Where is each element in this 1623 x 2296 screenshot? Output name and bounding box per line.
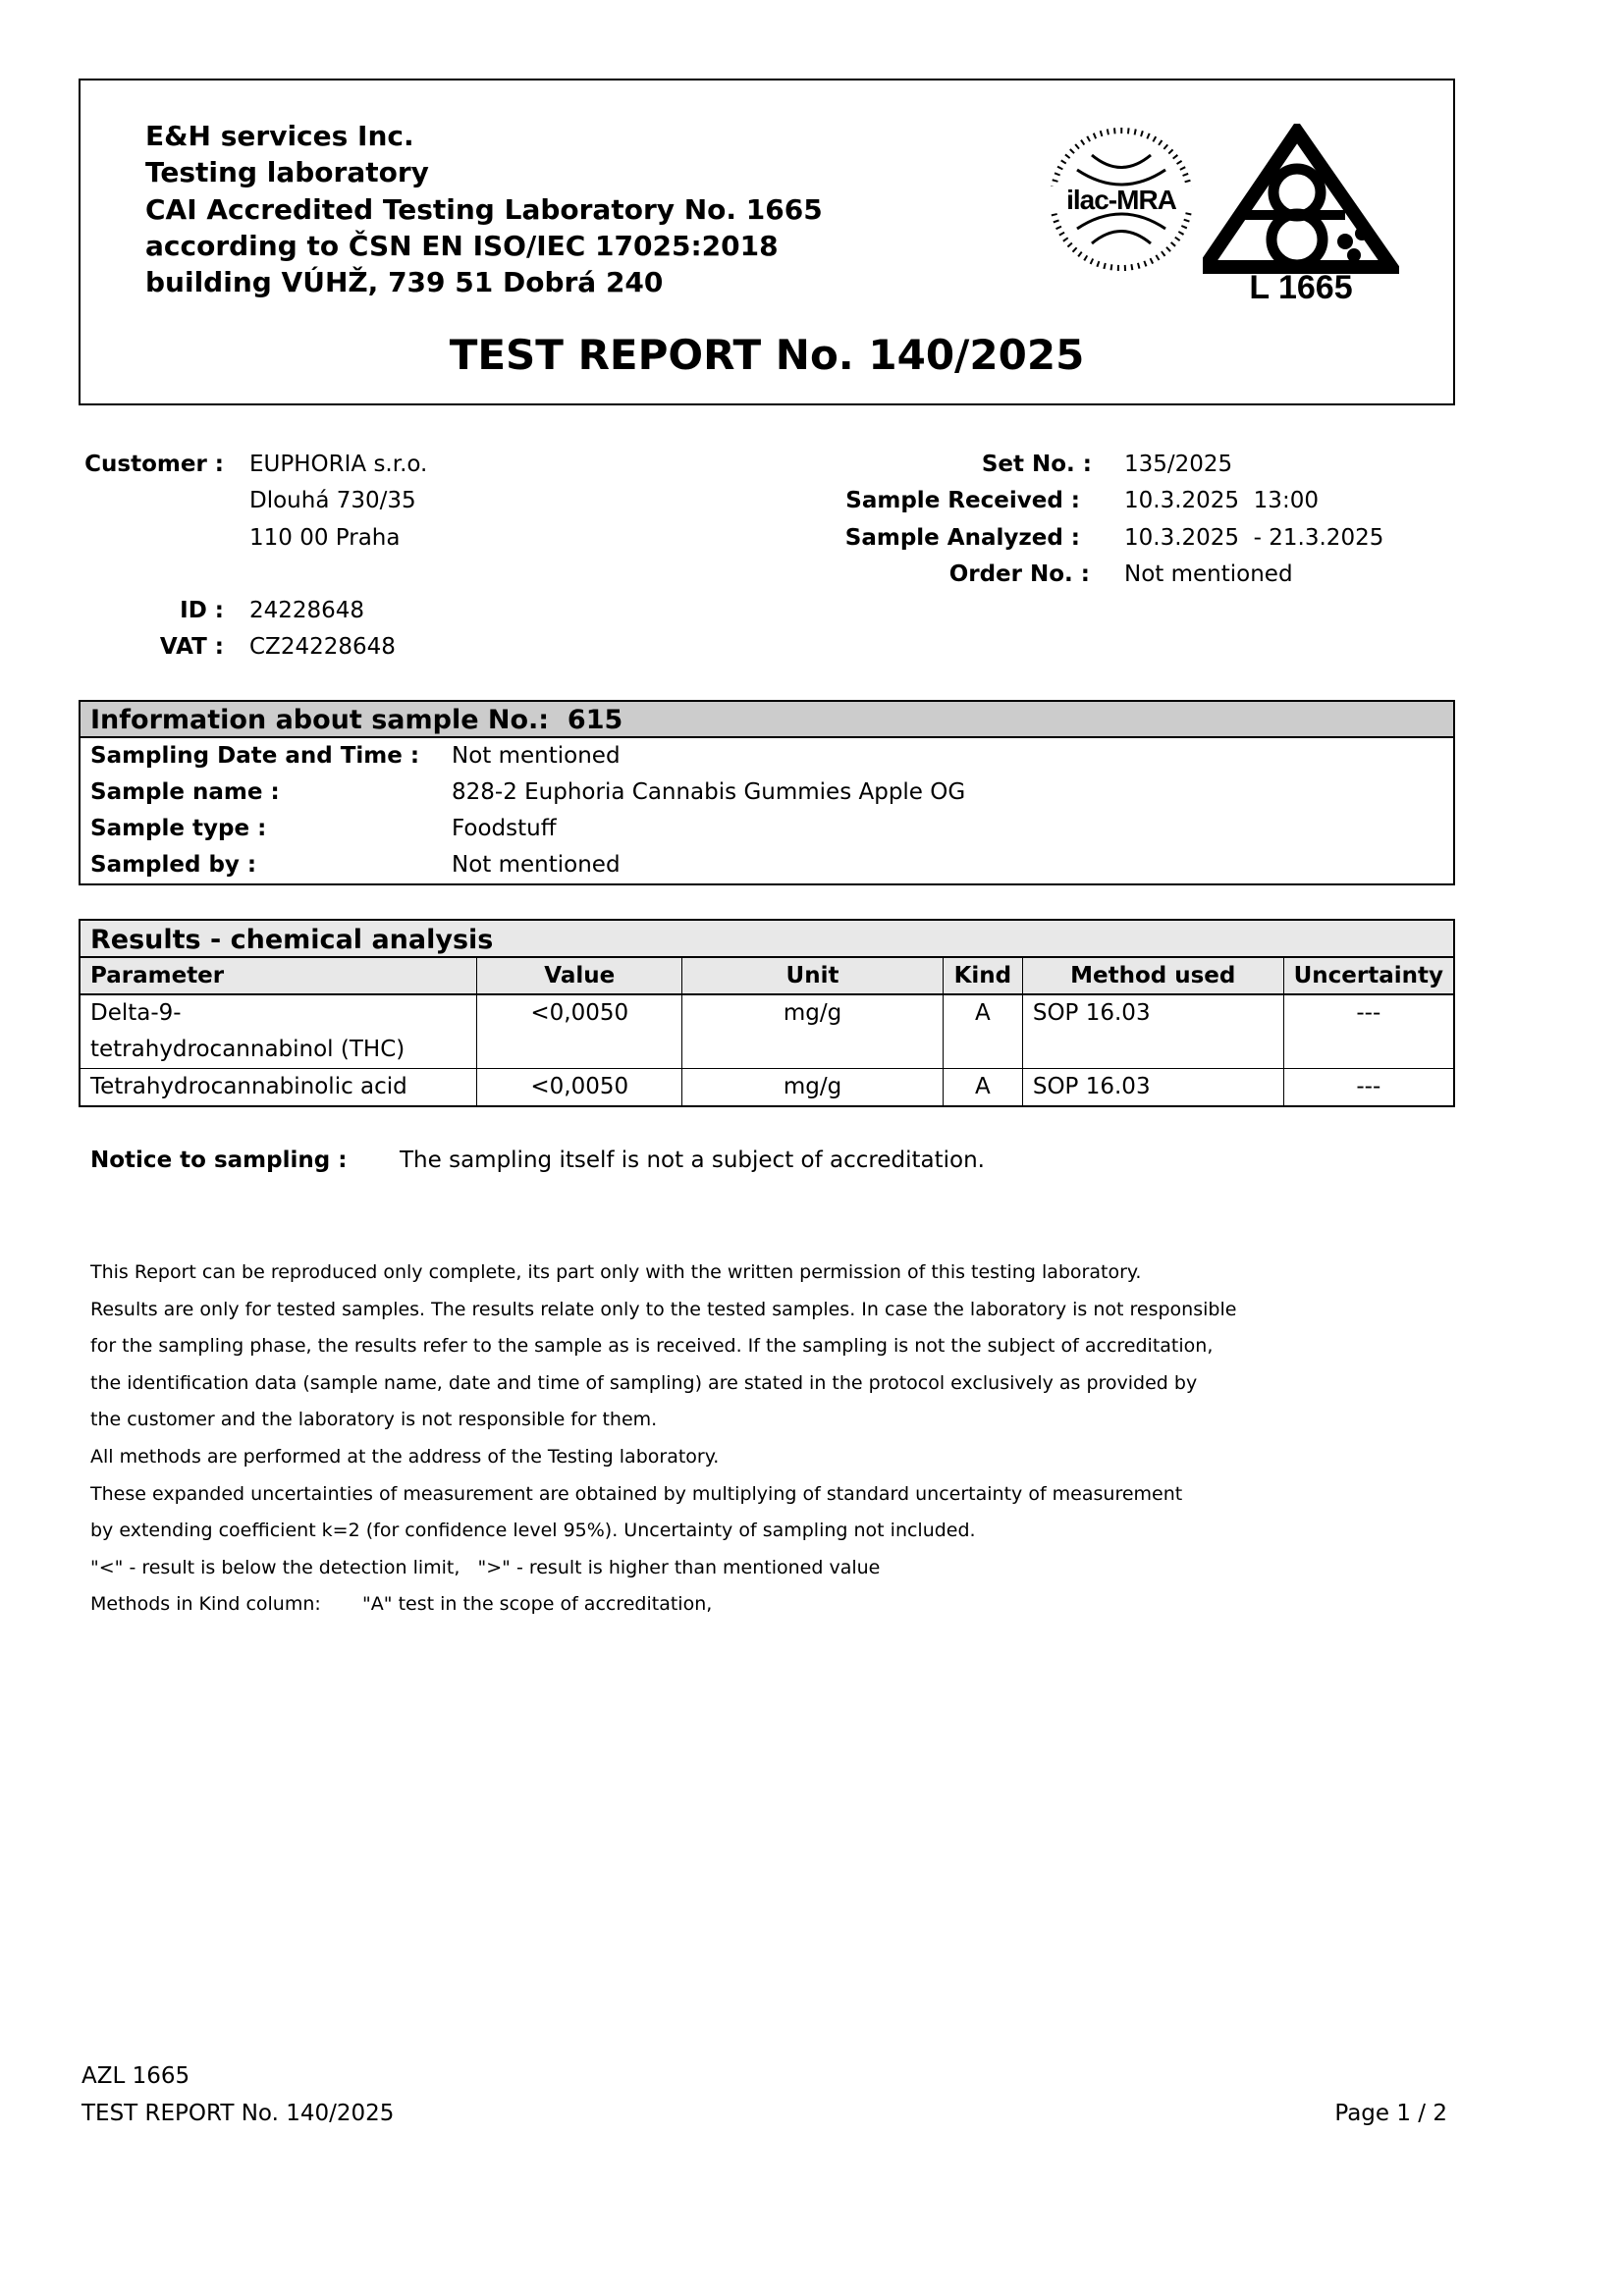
- set-no-value: 135/2025: [1124, 452, 1233, 477]
- customer-city: 110 00 Praha: [249, 525, 401, 551]
- sample-received-value: 10.3.2025 13:00: [1124, 488, 1319, 513]
- set-no-label: Set No. :: [981, 452, 1092, 477]
- customer-name: EUPHORIA s.r.o.: [249, 452, 428, 477]
- page-number: Page 1 / 2: [1334, 2101, 1447, 2126]
- cell-method: SOP 16.03: [1022, 994, 1283, 1069]
- accreditation: CAI Accredited Testing Laboratory No. 1665: [145, 193, 823, 226]
- cell-unit: mg/g: [682, 994, 944, 1069]
- svg-text:ilac-MRA: ilac-MRA: [1066, 185, 1176, 215]
- report-header: [79, 79, 1455, 405]
- footer-azl: AZL 1665: [81, 2063, 190, 2089]
- row-value: Not mentioned: [452, 743, 621, 769]
- cell-unit: mg/g: [682, 1069, 944, 1106]
- disclaimer-line: These expanded uncertainties of measurement are obtained by multiplying of standard uncertainty of measurement: [90, 1482, 1183, 1505]
- cell-parameter: Delta-9-tetrahydrocannabinol (THC): [81, 994, 477, 1069]
- sample-info-row: [81, 811, 1453, 847]
- cell-uncertainty: ---: [1283, 1069, 1453, 1106]
- sample-info-row: [81, 738, 1453, 774]
- sample-received-label: Sample Received :: [845, 488, 1080, 513]
- cell-kind: A: [943, 1069, 1022, 1106]
- customer-street: Dlouhá 730/35: [249, 488, 416, 513]
- row-label: Sampled by :: [90, 852, 257, 878]
- report-title: TEST REPORT No. 140/2025: [449, 331, 1085, 379]
- cell-parameter: Tetrahydrocannabinolic acid: [90, 1074, 407, 1099]
- disclaimer-line: This Report can be reproduced only complete, its part only with the written permission of this testing laboratory.: [90, 1261, 1142, 1283]
- disclaimer: [90, 1255, 1236, 1624]
- cell-uncertainty: ---: [1283, 994, 1453, 1069]
- cai-logo: [1203, 124, 1399, 300]
- vat-value: CZ24228648: [249, 634, 396, 660]
- row-value: 828-2 Euphoria Cannabis Gummies Apple OG: [452, 779, 966, 805]
- disclaimer-line: Results are only for tested samples. The results relate only to the tested samples. In case the laboratory is not responsible: [90, 1298, 1237, 1320]
- notice-text: The sampling itself is not a subject of accreditation.: [400, 1148, 985, 1173]
- disclaimer-line: for the sampling phase, the results refer to the sample as is received. If the sampling is not the subject of accreditation,: [90, 1335, 1214, 1358]
- disclaimer-line: All methods are performed at the address of the Testing laboratory.: [90, 1445, 720, 1468]
- table-row: [81, 1069, 1453, 1106]
- footer-report: TEST REPORT No. 140/2025: [81, 2101, 395, 2126]
- col-unit: Unit: [682, 958, 944, 994]
- col-parameter: Parameter: [81, 958, 477, 994]
- standard: according to ČSN EN ISO/IEC 17025:2018: [145, 230, 779, 262]
- col-value: Value: [477, 958, 682, 994]
- lab-name: E&H services Inc.: [145, 120, 414, 152]
- sample-analyzed-value: 10.3.2025 - 21.3.2025: [1124, 525, 1384, 551]
- notice-label: Notice to sampling :: [90, 1148, 348, 1173]
- cell-value: <0,0050: [477, 994, 682, 1069]
- address: building VÚHŽ, 739 51 Dobrá 240: [145, 266, 664, 298]
- disclaimer-line: by extending coefficient k=2 (for confidence level 95%). Uncertainty of sampling not included.: [90, 1520, 976, 1542]
- customer-label: Customer :: [84, 452, 224, 477]
- row-value: Foodstuff: [452, 816, 557, 841]
- col-uncertainty: Uncertainty: [1283, 958, 1453, 994]
- id-label: ID :: [180, 598, 224, 623]
- cell-value: <0,0050: [477, 1069, 682, 1106]
- results-box: [79, 919, 1455, 1107]
- cell-method: SOP 16.03: [1022, 1069, 1283, 1106]
- row-label: Sample name :: [90, 779, 280, 805]
- vat-label: VAT :: [159, 634, 224, 660]
- disclaimer-line: the customer and the laboratory is not responsible for them.: [90, 1409, 658, 1431]
- order-no-label: Order No. :: [948, 561, 1090, 587]
- sample-info-row: [81, 847, 1453, 883]
- results-table: [81, 958, 1453, 1105]
- sample-info-box: [79, 700, 1455, 885]
- id-value: 24228648: [249, 598, 365, 623]
- col-method: Method used: [1022, 958, 1283, 994]
- results-title: Results - chemical analysis: [81, 921, 1453, 958]
- row-label: Sample type :: [90, 816, 267, 841]
- lab-type: Testing laboratory: [145, 156, 429, 188]
- sample-info-row: [81, 774, 1453, 811]
- disclaimer-line: "<" - result is below the detection limit, ">" - result is higher than mentioned value: [90, 1556, 881, 1578]
- cell-kind: A: [943, 994, 1022, 1069]
- disclaimer-line: the identification data (sample name, date and time of sampling) are stated in the protocol exclusively as provided by: [90, 1371, 1198, 1394]
- order-no-value: Not mentioned: [1124, 561, 1293, 587]
- table-row: [81, 994, 1453, 1069]
- col-kind: Kind: [943, 958, 1022, 994]
- sample-analyzed-label: Sample Analyzed :: [844, 525, 1080, 551]
- row-value: Not mentioned: [452, 852, 621, 878]
- sample-info-title: Information about sample No.: 615: [81, 702, 1453, 738]
- ilac-mra-logo: [1048, 126, 1195, 273]
- disclaimer-line: Methods in Kind column: "A" test in the scope of accreditation,: [90, 1593, 713, 1616]
- row-label: Sampling Date and Time :: [90, 743, 420, 769]
- svg-text:L 1665: L 1665: [1249, 269, 1353, 300]
